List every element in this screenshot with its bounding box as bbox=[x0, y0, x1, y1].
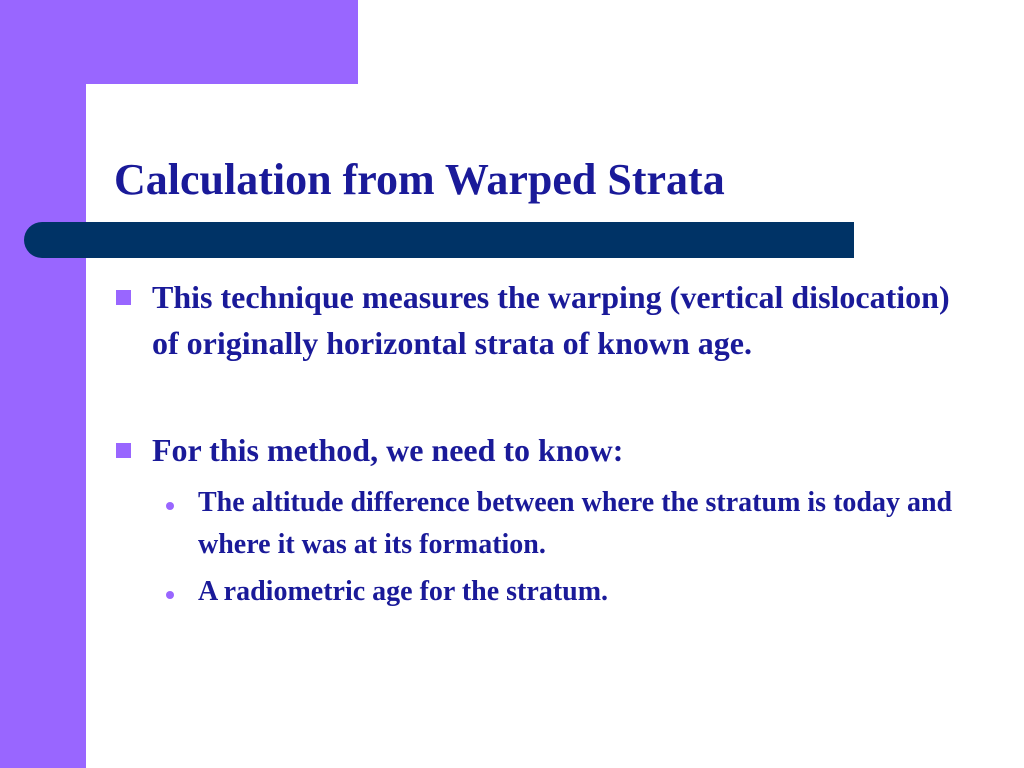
square-bullet-icon bbox=[116, 290, 131, 305]
dot-bullet-icon bbox=[166, 591, 174, 599]
bullet-item: This technique measures the warping (vertical dislocation) of originally horizontal strata of known age. bbox=[152, 279, 950, 361]
bullet-item: For this method, we need to know: bbox=[152, 432, 624, 468]
sub-bullet-item: The altitude difference between where the stratum is today and where it was at its formation. bbox=[198, 487, 953, 560]
slide-title: Calculation from Warped Strata bbox=[114, 155, 725, 204]
square-bullet-icon bbox=[116, 443, 131, 458]
sub-bullet-item: A radiometric age for the stratum. bbox=[198, 576, 609, 607]
dot-bullet-icon bbox=[166, 502, 174, 510]
